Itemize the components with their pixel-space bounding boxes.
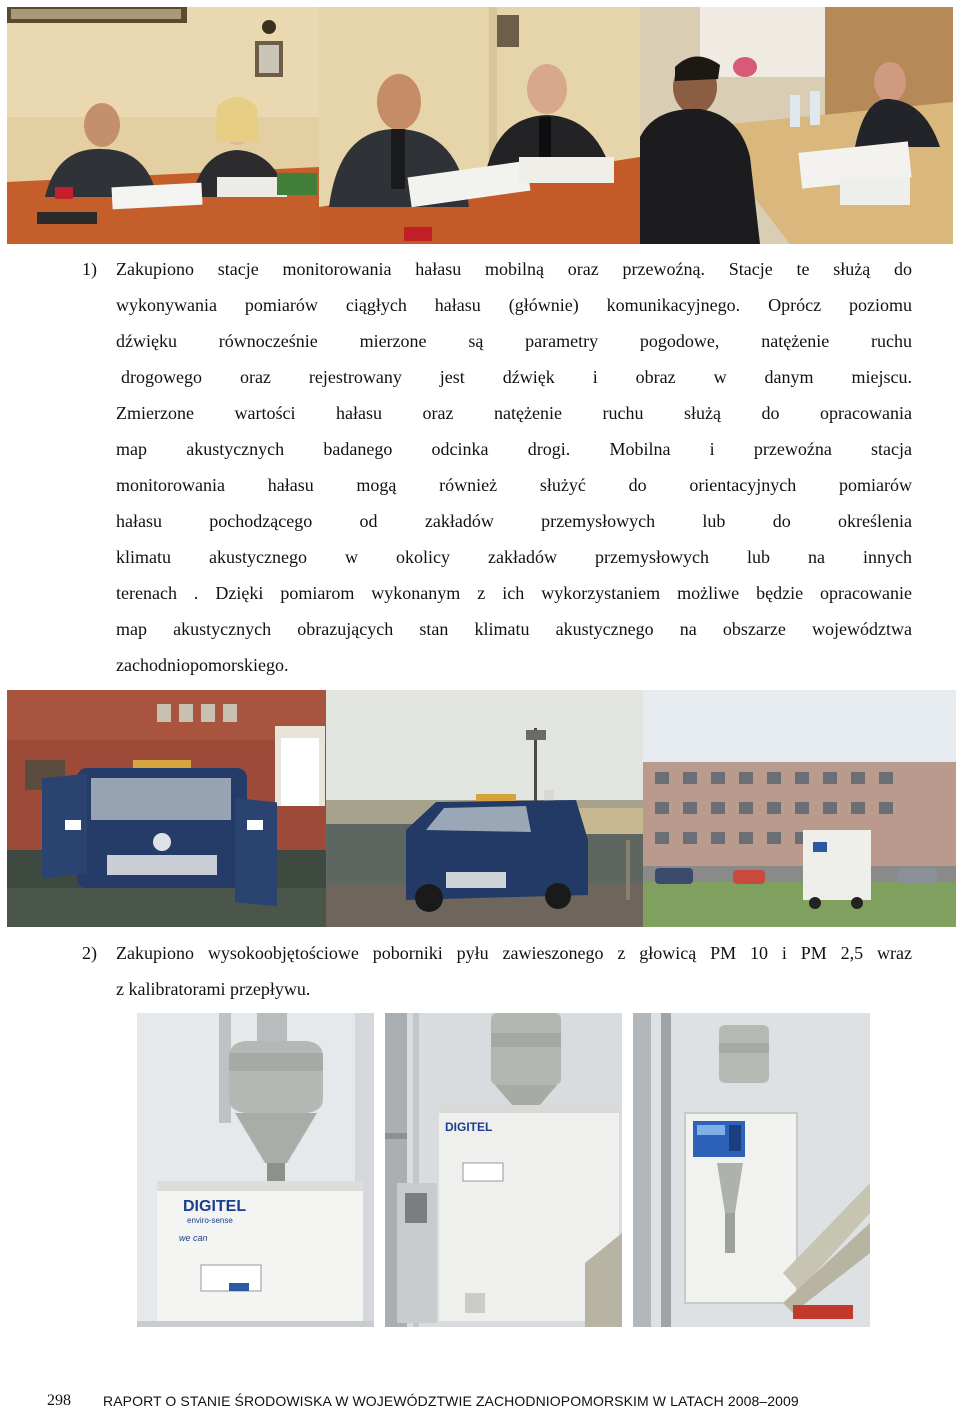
envirosense-logo-text: enviro-sense — [187, 1216, 233, 1225]
photo-mobile-van-riverside — [326, 690, 643, 927]
list-item-number: 1) — [82, 259, 97, 279]
photo-trailer-station — [643, 690, 956, 927]
svg-text:DIGITEL: DIGITEL — [445, 1120, 493, 1134]
list-item-text: Zakupiono stacje monitorowania hałasu mobilną oraz przewoźną. Stacje te służą do wykonywania pomiarów ciągłych hałasu (głównie) komunikacyjnego. Oprócz poziomu dźwięku równocześnie mierzone są parametry pogodowe, natężenie ruchu drogowego oraz rejestrowany jest dźwięk i obraz w danym miejscu. Zmierzone wartości hałasu oraz natężenie ruchu służą do opracowania map akustycznych badanego odcinka drogi. Mobilna i przewoźna stacja monitorowania hałasu mogą również służyć do orientacyjnych pomiarów hałasu pochodzącego od zakładów przemysłowych lub do określenia klimatu akustycznego w okolicy zakładów przemysłowych lub na innych terenach . Dzięki pomiarom wykonanym z ich wykorzystaniem możliwe będzie opracowanie map akustycznych obrazujących stan klimatu akustycznego na obszarze województwa zachodniopomorskiego. — [116, 259, 912, 675]
wecan-logo-text: we can — [179, 1233, 208, 1243]
page-number: 298 — [47, 1392, 71, 1409]
footer-title: RAPORT O STANIE ŚRODOWISKA W WOJEWÓDZTWIE ZACHODNIOPOMORSKIM W LATACH 2008–2009 — [103, 1393, 799, 1409]
photo-signing-2 — [319, 7, 640, 244]
photo-signing-1 — [7, 7, 319, 244]
list-item-noise-stations — [82, 251, 912, 683]
list-item-number: 2) — [82, 943, 97, 963]
photo-signing-3 — [640, 7, 953, 244]
list-item-dust-samplers — [82, 935, 912, 1007]
photo-dust-sampler-2 — [385, 1013, 622, 1327]
photo-mobile-van-open — [7, 690, 326, 927]
list-item-text: Zakupiono wysokoobjętościowe poborniki pyłu zawieszonego z głowicą PM 10 i PM 2,5 wraz z kalibratorami przepływu. — [116, 943, 912, 999]
photo-dust-sampler-3 — [633, 1013, 870, 1327]
photo-dust-sampler-1 — [137, 1013, 374, 1327]
digitel-logo-text: DIGITEL — [183, 1198, 247, 1215]
